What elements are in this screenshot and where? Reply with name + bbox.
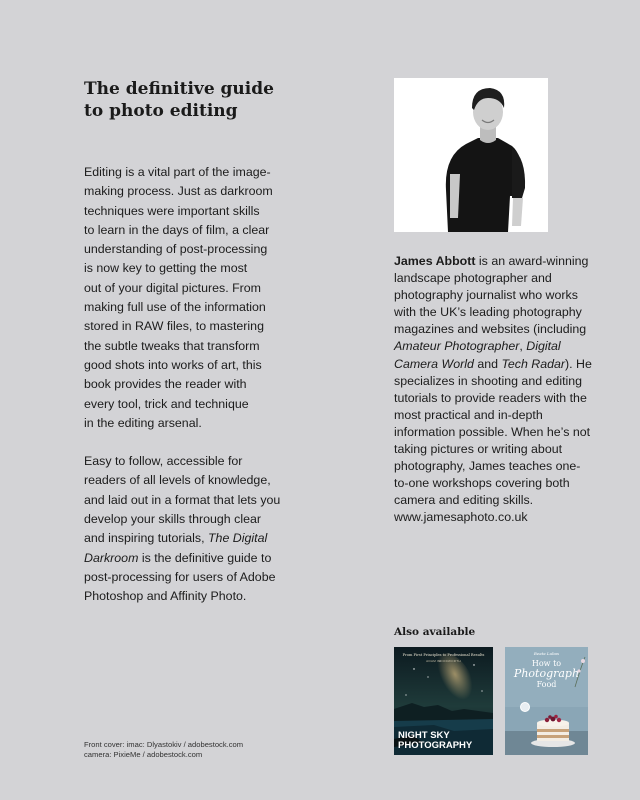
food-title — [505, 659, 588, 689]
food-title-line-2: Photograph — [513, 667, 580, 680]
book-description — [84, 163, 294, 607]
bio-separator: and — [473, 356, 502, 371]
bio-separator: , — [519, 339, 527, 354]
night-sky-tagline: From First Principles to Professional Results — [402, 653, 485, 657]
page-title — [84, 78, 304, 122]
description-line: good shots into works of art, this — [84, 357, 262, 372]
night-sky-title-line-1: NIGHT SKY — [398, 730, 450, 741]
author-portrait-image — [394, 78, 548, 232]
description-line: out of your digital pictures. From — [84, 280, 261, 295]
food-author: Beata Lubas — [533, 651, 560, 656]
publication-name: Tech Radar — [501, 356, 566, 371]
night-sky-title-line-2: PHOTOGRAPHY — [398, 740, 473, 751]
description-line: understanding of post-processing — [84, 242, 268, 257]
description-text: is the definitive guide to — [138, 550, 272, 565]
description-line: is now key to getting the most — [84, 261, 248, 276]
description-line: post-processing for users of Adobe — [84, 569, 276, 584]
description-line — [84, 549, 294, 568]
night-sky-title — [398, 731, 472, 751]
author-name: James Abbott — [394, 254, 476, 268]
book-cover-photograph-food — [505, 647, 588, 755]
description-line: Editing is a vital part of the image- — [84, 165, 271, 179]
description-line: Photoshop and Affinity Photo. — [84, 589, 247, 604]
also-available-heading: Also available — [394, 626, 476, 638]
bio-text: ). He specializes in shooting and editing tutorials to provide readers with the most practical and in-depth information possible. When he’s not taking pictures or writing about photography, James teaches one-to-one workshops covering both camera and editing skills. — [394, 356, 592, 508]
description-line: and laid out in a format that lets you — [84, 492, 281, 507]
description-line: in the editing arsenal. — [84, 415, 202, 430]
description-line: develop your skills through clear — [84, 512, 262, 527]
description-line: stored in RAW files, to mastering — [84, 319, 264, 334]
publication-name: Amateur Photographer — [394, 339, 520, 354]
author-photo — [394, 78, 548, 232]
bio-text: is an award-winning landscape photographer and photography journalist who works with the UK’s leading photography magazines and websites (including — [394, 254, 589, 337]
description-line: readers of all levels of knowledge, — [84, 473, 271, 488]
book-title-italic: The Digital — [207, 531, 268, 546]
description-line: techniques were important skills — [84, 203, 260, 218]
credit-line-1: Front cover: imac: Dlyastokiv / adobestock.com — [84, 740, 244, 749]
description-line: book provides the reader with — [84, 377, 247, 392]
description-paragraph-1 — [84, 163, 294, 433]
description-line: the subtle tweaks that transform — [84, 338, 260, 353]
book-title-italic: Darkroom — [84, 550, 139, 565]
cover-credits — [84, 740, 304, 759]
food-title-line-1: How to — [531, 659, 562, 668]
book-cover-night-sky — [394, 647, 493, 755]
description-line: Easy to follow, accessible for — [84, 454, 243, 469]
author-bio — [394, 253, 594, 527]
food-title-line-3: Food — [536, 680, 557, 689]
night-sky-author: ADAM WOODWORTH — [426, 659, 461, 663]
description-text: and inspiring tutorials, — [84, 531, 208, 546]
publication-name: Digital Camera World — [394, 339, 561, 371]
author-website-link[interactable]: www.jamesaphoto.co.uk — [394, 510, 528, 525]
description-paragraph-2 — [84, 452, 294, 606]
title-line-1: The definitive guide — [84, 79, 274, 99]
title-line-2: to photo editing — [84, 101, 238, 121]
description-line: every tool, trick and technique — [84, 396, 249, 411]
description-line — [84, 529, 294, 548]
description-line: making full use of the information — [84, 300, 266, 315]
description-line: to learn in the days of film, a clear — [84, 222, 270, 237]
credit-line-2: camera: PixieMe / adobestock.com — [84, 749, 203, 759]
description-line: making process. Just as darkroom — [84, 184, 273, 199]
